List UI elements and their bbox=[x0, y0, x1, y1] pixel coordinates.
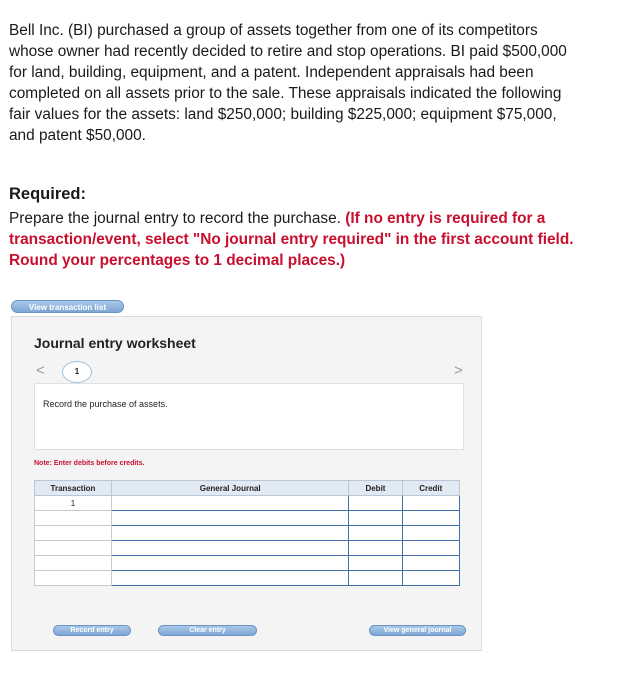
journal-entry-worksheet bbox=[11, 316, 482, 651]
header-debit: Debit bbox=[349, 481, 402, 496]
header-general-journal: General Journal bbox=[111, 481, 348, 496]
credit-input[interactable] bbox=[402, 571, 459, 586]
debit-input[interactable] bbox=[349, 556, 402, 571]
credit-input[interactable] bbox=[402, 511, 459, 526]
debit-input[interactable] bbox=[349, 496, 402, 511]
table-row bbox=[35, 511, 460, 526]
problem-line: and patent $50,000. bbox=[9, 127, 146, 144]
transaction-description-box bbox=[34, 383, 464, 450]
transaction-cell: 1 bbox=[35, 496, 112, 511]
chevron-right-icon[interactable]: > bbox=[454, 362, 463, 379]
problem-text bbox=[9, 20, 621, 146]
problem-line: for land, building, equipment, and a patent. Independent appraisals had been bbox=[9, 64, 534, 81]
transaction-cell bbox=[35, 511, 112, 526]
problem-line: fair values for the assets: land $250,000; building $225,000; equipment $75,000, bbox=[9, 106, 557, 123]
clear-entry-button[interactable]: Clear entry bbox=[158, 625, 257, 636]
credit-input[interactable] bbox=[402, 526, 459, 541]
step-indicator[interactable]: 1 bbox=[62, 361, 92, 383]
credit-input[interactable] bbox=[402, 541, 459, 556]
transaction-cell bbox=[35, 541, 112, 556]
table-row bbox=[35, 556, 460, 571]
journal-table bbox=[34, 480, 460, 586]
table-row bbox=[35, 541, 460, 556]
transaction-cell bbox=[35, 556, 112, 571]
transaction-cell bbox=[35, 526, 112, 541]
account-input[interactable] bbox=[111, 496, 348, 511]
problem-line: whose owner had recently decided to retire and stop operations. BI paid $500,000 bbox=[9, 43, 567, 60]
header-transaction: Transaction bbox=[35, 481, 112, 496]
debit-input[interactable] bbox=[349, 541, 402, 556]
problem-line: Bell Inc. (BI) purchased a group of assets together from one of its competitors bbox=[9, 22, 538, 39]
required-heading: Required: bbox=[9, 185, 87, 203]
worksheet-title: Journal entry worksheet bbox=[34, 335, 196, 351]
transaction-description: Record the purchase of assets. bbox=[43, 399, 168, 409]
table-row bbox=[35, 496, 460, 511]
transaction-cell bbox=[35, 571, 112, 586]
required-text bbox=[9, 208, 615, 271]
view-general-journal-button[interactable]: View general journal bbox=[369, 625, 466, 636]
record-entry-button[interactable]: Record entry bbox=[53, 625, 131, 636]
account-input[interactable] bbox=[111, 541, 348, 556]
account-input[interactable] bbox=[111, 571, 348, 586]
debit-input[interactable] bbox=[349, 571, 402, 586]
credit-input[interactable] bbox=[402, 556, 459, 571]
debit-credit-note: Note: Enter debits before credits. bbox=[34, 460, 145, 467]
account-input[interactable] bbox=[111, 526, 348, 541]
account-input[interactable] bbox=[111, 511, 348, 526]
problem-line: completed on all assets prior to the sale. These appraisals indicated the following bbox=[9, 85, 562, 102]
account-input[interactable] bbox=[111, 556, 348, 571]
view-transaction-list-button[interactable]: View transaction list bbox=[11, 300, 124, 313]
chevron-left-icon[interactable]: < bbox=[36, 362, 45, 379]
table-row bbox=[35, 526, 460, 541]
table-header-row bbox=[35, 481, 460, 496]
required-instruction-highlight: (If no entry is required for a transaction/event, select "No journal entry required" in the first account field. Round your percentages to 1 decimal places.) bbox=[9, 210, 574, 269]
table-row bbox=[35, 571, 460, 586]
required-instruction-plain: Prepare the journal entry to record the purchase. bbox=[9, 210, 346, 227]
debit-input[interactable] bbox=[349, 526, 402, 541]
header-credit: Credit bbox=[402, 481, 459, 496]
credit-input[interactable] bbox=[402, 496, 459, 511]
debit-input[interactable] bbox=[349, 511, 402, 526]
